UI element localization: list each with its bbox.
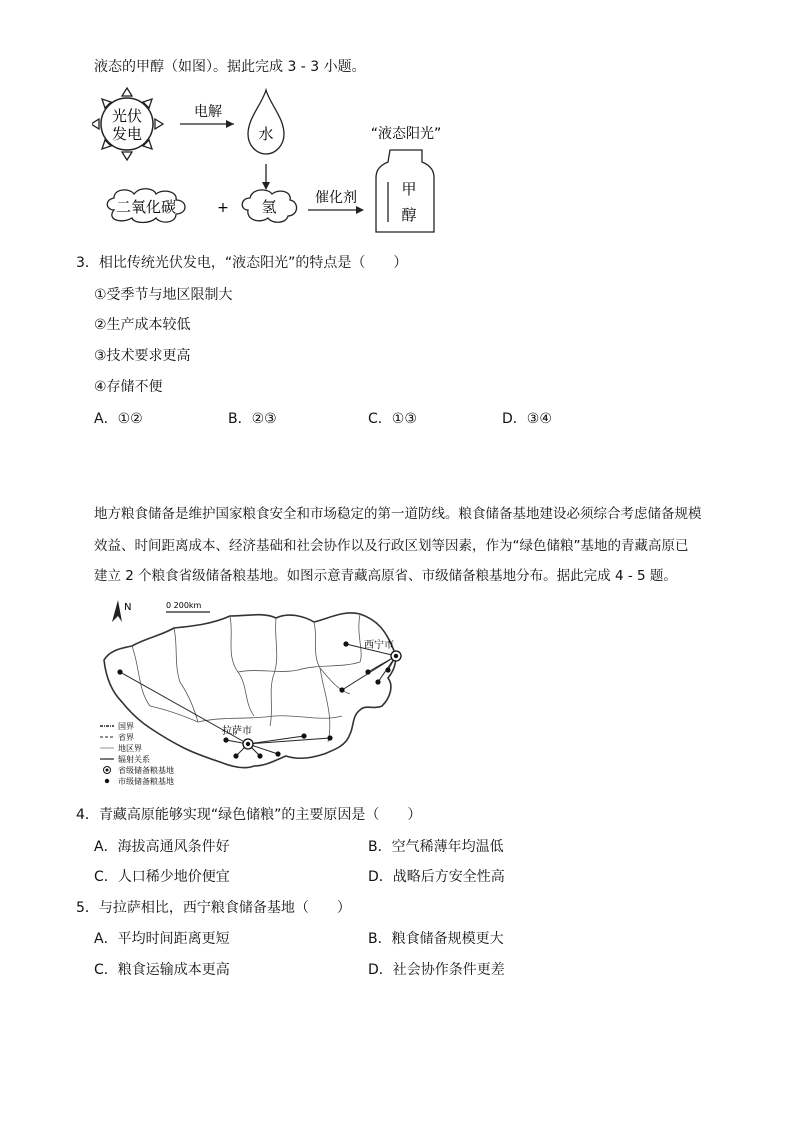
q5-option-a[interactable]: A．平均时间距离更短 (94, 931, 230, 947)
sun-label-1: 光伏 (111, 107, 143, 125)
q3-option-d[interactable]: D．③④ (502, 411, 552, 427)
electrolysis-label: 电解 (194, 104, 222, 120)
provincial-base-marker (243, 739, 253, 749)
intro-text: 液态的甲醇（如图）。据此完成 3 - 3 小题。 (94, 59, 366, 75)
q3-option-a[interactable]: A．①② (94, 411, 143, 427)
water-drop-icon (248, 90, 284, 154)
q3-item: ①受季节与地区限制大 (94, 287, 233, 303)
q5-stem: 5．与拉萨相比，西宁粮食储备基地（ ） (76, 900, 351, 916)
water-label: 水 (258, 125, 274, 143)
q5-option-c[interactable]: C．粮食运输成本更高 (94, 962, 230, 978)
q4-option-b[interactable]: B．空气稀薄年均温低 (368, 839, 504, 855)
svg-text:市级储备粮基地: 市级储备粮基地 (118, 777, 174, 786)
q5-option-b[interactable]: B．粮食储备规模更大 (368, 931, 504, 947)
svg-text:省界: 省界 (118, 733, 134, 742)
xining-label: 西宁市 (364, 640, 394, 651)
q3-item: ③技术要求更高 (94, 348, 191, 364)
q3-option-c[interactable]: C．①③ (368, 411, 417, 427)
north-arrow-icon (112, 600, 122, 622)
scale-label: 0 200km (166, 601, 202, 610)
bottle-label-1: 甲 (401, 180, 417, 198)
q4-option-c[interactable]: C．人口稀少地价便宜 (94, 869, 230, 885)
qinghai-tibet-map (98, 598, 418, 798)
q4-option-d[interactable]: D．战略后方安全性高 (368, 869, 505, 885)
hydrogen-label: 氢 (261, 198, 277, 216)
q4-option-a[interactable]: A．海拔高通风条件好 (94, 839, 230, 855)
q3-item: ②生产成本较低 (94, 317, 191, 333)
passage-line: 地方粮食储备是维护国家粮食安全和市场稳定的第一道防线。粮食储备基地建设必须综合考虑储备规模 (94, 506, 702, 522)
plus-sign: + (217, 200, 229, 216)
q3-item: ④存储不便 (94, 379, 163, 395)
q4-stem: 4．青藏高原能够实现“绿色储粮”的主要原因是（ ） (76, 807, 422, 823)
lhasa-label: 拉萨市 (222, 726, 252, 737)
sun-label-2: 发电 (111, 125, 143, 143)
catalyst-label: 催化剂 (315, 190, 357, 206)
svg-text:地区界: 地区界 (118, 744, 142, 753)
co2-label: 二氧化碳 (115, 198, 177, 216)
north-label: N (124, 602, 132, 613)
bottle-title: “液态阳光” (370, 126, 442, 142)
passage-line: 效益、时间距离成本、经济基础和社会协作以及行政区划等因素，作为“绿色储粮”基地的青藏高原已 (94, 538, 689, 554)
q3-option-b[interactable]: B．②③ (228, 411, 277, 427)
bottle-label-2: 醇 (401, 206, 417, 224)
svg-text:国界: 国界 (118, 722, 134, 731)
q5-option-d[interactable]: D．社会协作条件更差 (368, 962, 505, 978)
provincial-base-marker (391, 651, 401, 661)
q3-stem: 3．相比传统光伏发电，“液态阳光”的特点是（ ） (76, 255, 408, 271)
liquid-sunshine-diagram (92, 82, 462, 242)
svg-text:辐射关系: 辐射关系 (118, 755, 150, 764)
passage-line: 建立 2 个粮食省级储备粮基地。如图示意青藏高原省、市级储备粮基地分布。据此完成 4 - 5 题。 (94, 568, 677, 584)
svg-text:省级储备粮基地: 省级储备粮基地 (118, 766, 174, 775)
map-legend (100, 722, 174, 786)
